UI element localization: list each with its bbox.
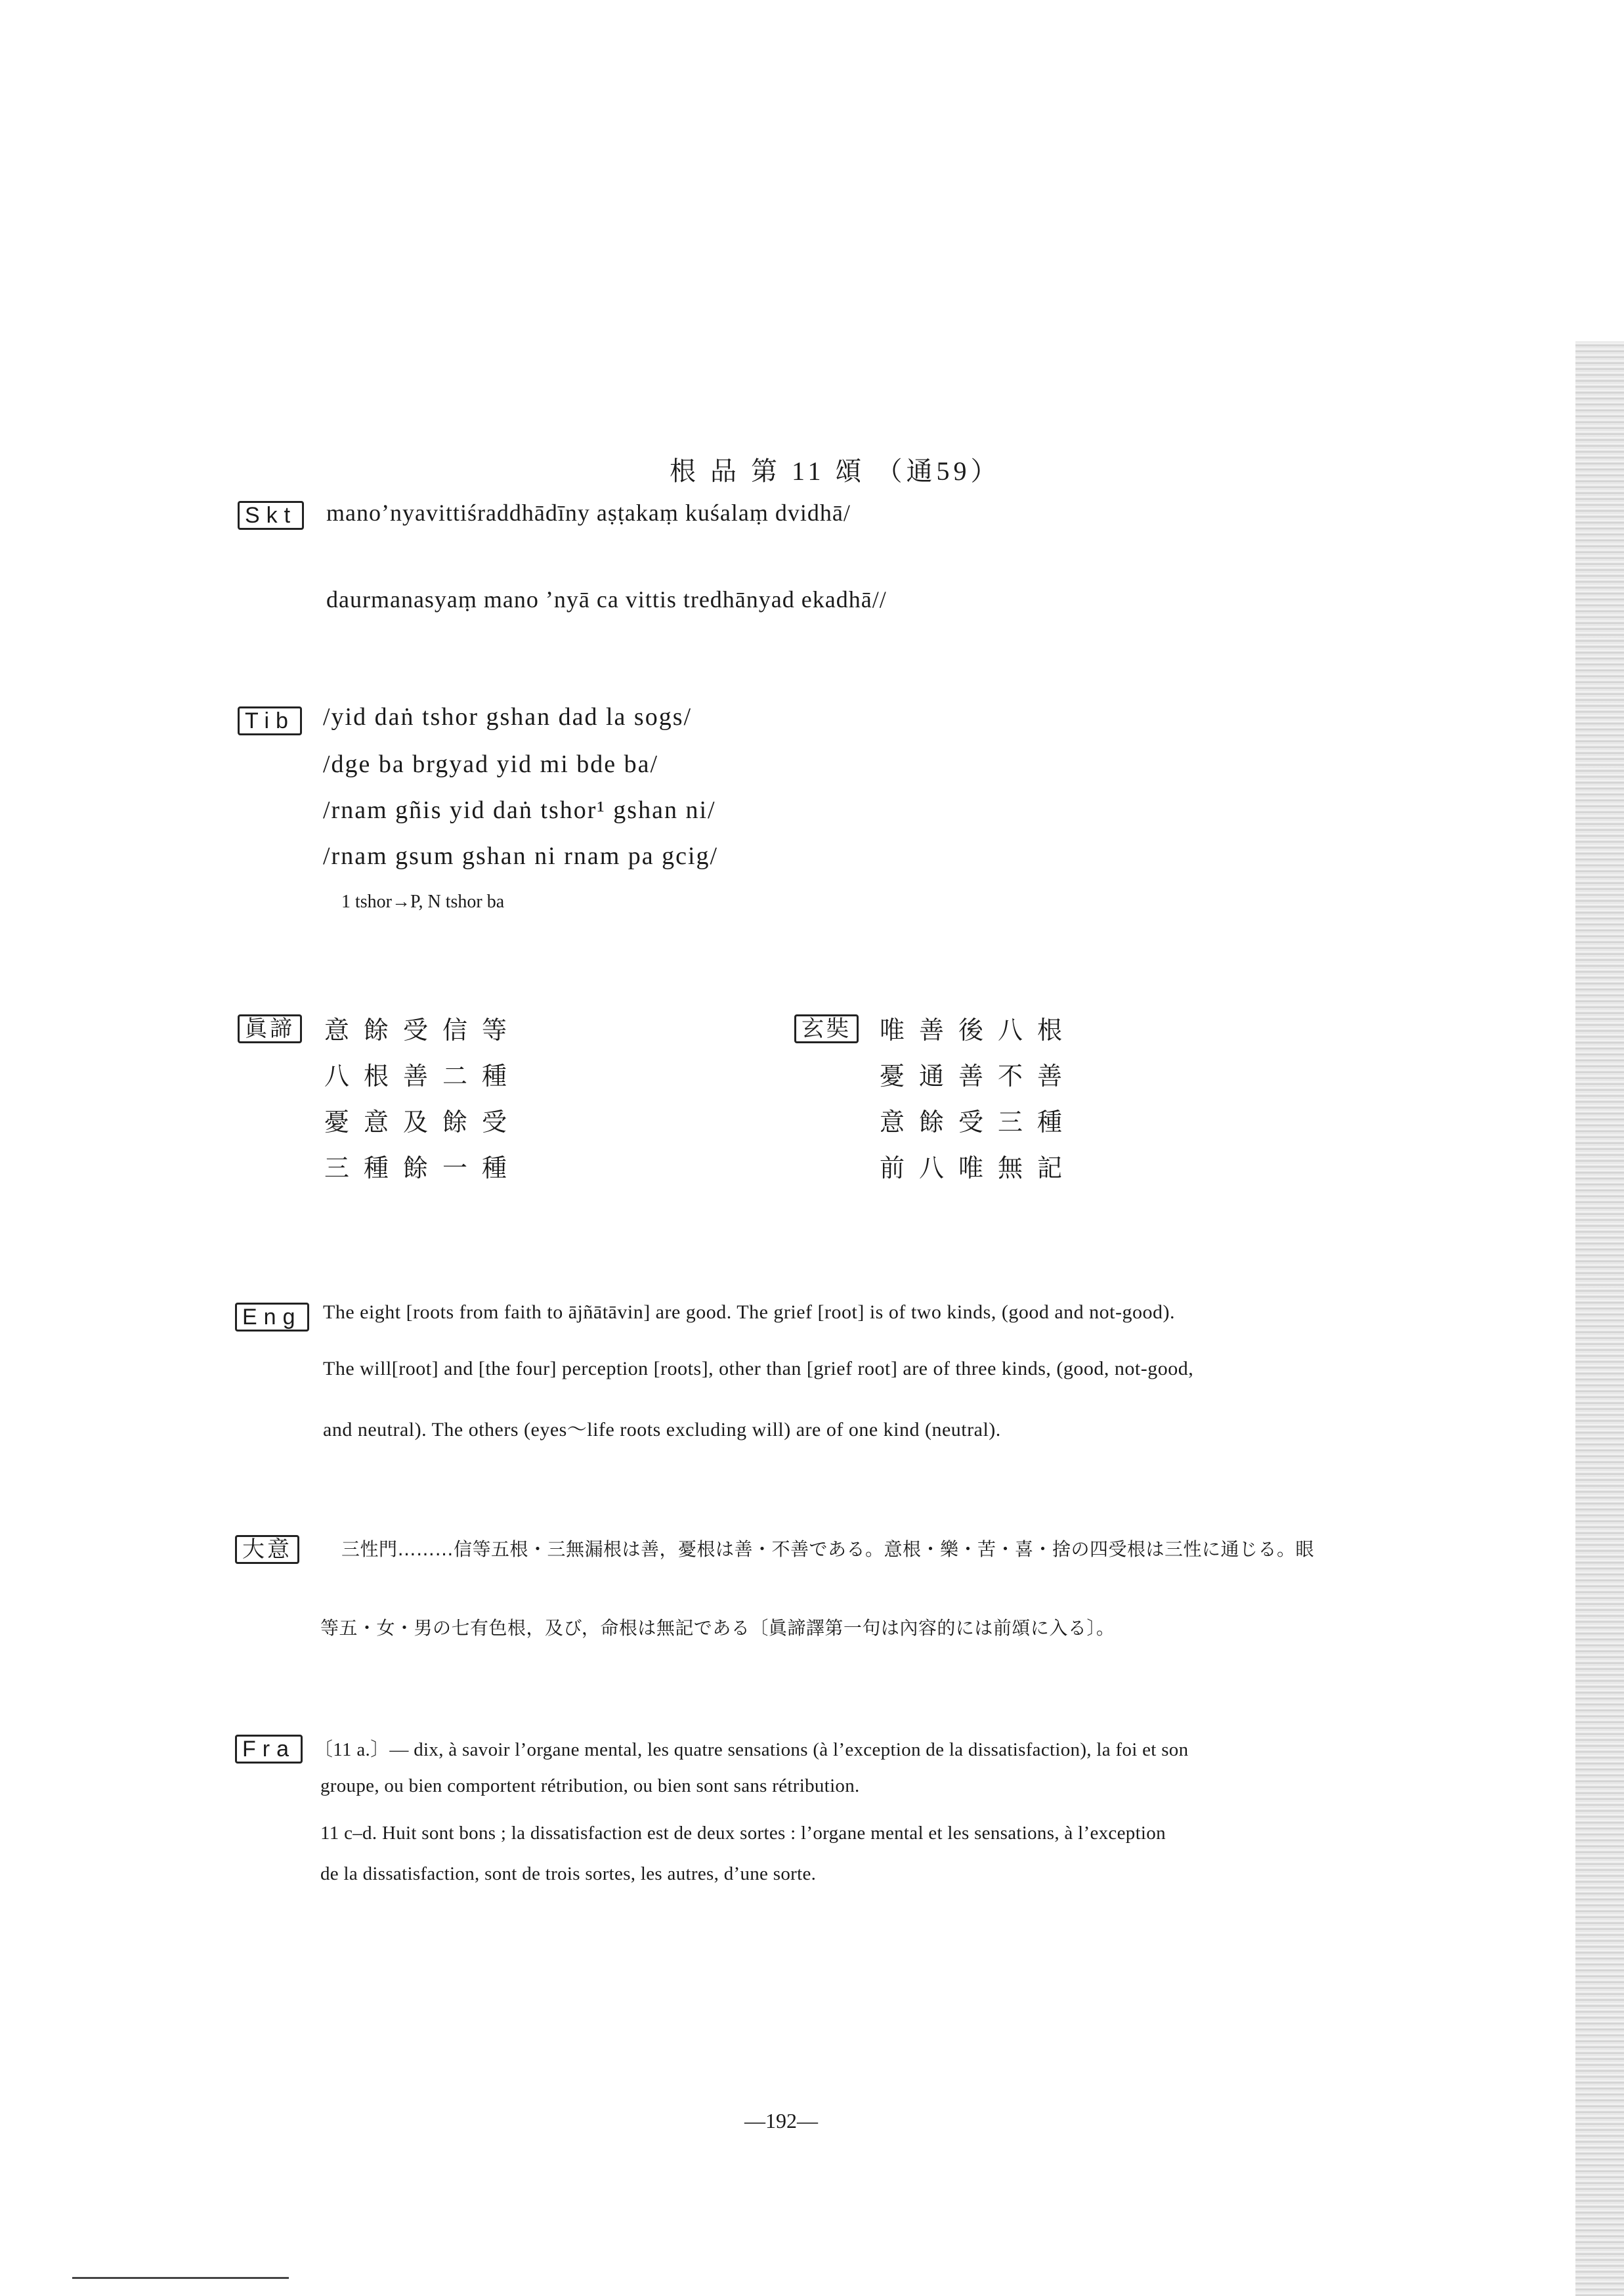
zhen-line-4: 三種餘一種	[324, 1154, 522, 1182]
verse-heading: 根 品 第 11 頌 （通59）	[670, 456, 1001, 486]
zhen-line-1: 意餘受信等	[324, 1016, 522, 1045]
zhen-label: 眞諦	[238, 1014, 302, 1043]
xuan-line-1: 唯善後八根	[880, 1016, 1077, 1045]
dai-line-1: 三性門………信等五根・三無漏根は善，憂根は善・不善である。意根・樂・苦・喜・捨の四受根は三性に通じる。眼	[341, 1538, 1315, 1560]
tib-line-2: /dge ba brgyad yid mi bde ba/	[323, 750, 659, 778]
eng-line-3: and neutral). The others (eyes～life roots excluding will) are of one kind (neutral).	[323, 1419, 1001, 1440]
xuan-label: 玄奘	[794, 1014, 859, 1043]
zhen-line-2: 八根善二種	[324, 1062, 522, 1091]
xuan-line-2: 憂通善不善	[880, 1062, 1077, 1091]
zhen-line-3: 憂意及餘受	[324, 1108, 522, 1137]
tib-line-1: /yid daṅ tshor gshan dad la sogs/	[323, 703, 693, 731]
fra-label: Fra	[235, 1735, 303, 1764]
tib-footnote: 1 tshor→P, N tshor ba	[341, 892, 505, 912]
page-number: —192—	[744, 2109, 818, 2133]
skt-line-1: mano’nyavittiśraddhādīny aṣṭakaṃ kuśalaṃ dvidhā/	[326, 500, 851, 526]
fra-line-2: groupe, ou bien comportent rétribution, ou bien sont sans rétribution.	[320, 1775, 860, 1796]
bottom-rule	[72, 2277, 289, 2279]
xuan-line-4: 前八唯無記	[880, 1154, 1077, 1182]
tib-line-3: /rnam gñis yid daṅ tshor¹ gshan ni/	[323, 796, 716, 824]
dai-line-2: 等五・女・男の七有色根，及び，命根は無記である〔眞諦譯第一句は內容的には前頌に入る〕。	[320, 1617, 1115, 1639]
tib-line-4: /rnam gsum gshan ni rnam pa gcig/	[323, 842, 719, 870]
fra-line-4: de la dissatisfaction, sont de trois sortes, les autres, d’une sorte.	[320, 1863, 817, 1884]
eng-line-1: The eight [roots from faith to ājñātāvin] are good. The grief [root] is of two kinds, (good and not-good).	[323, 1301, 1175, 1323]
scan-edge-shadow	[1575, 341, 1624, 2296]
fra-line-3: 11 c–d. Huit sont bons ; la dissatisfaction est de deux sortes : l’organe mental et les sensations, à l’exception	[320, 1823, 1166, 1844]
tib-label: Tib	[238, 706, 302, 735]
xuan-line-3: 意餘受三種	[880, 1108, 1077, 1137]
dai-label: 大意	[235, 1535, 299, 1564]
skt-line-2: daurmanasyaṃ mano ’nyā ca vittis tredhānyad ekadhā//	[326, 586, 887, 613]
skt-label: Skt	[238, 501, 304, 530]
fra-line-1: 〔11 a.〕— dix, à savoir l’organe mental, les quatre sensations (à l’exception de la dissatisfaction), la foi et son	[314, 1739, 1189, 1760]
eng-line-2: The will[root] and [the four] perception [roots], other than [grief root] are of three kinds, (good, not-good,	[323, 1358, 1194, 1379]
eng-label: Eng	[235, 1303, 309, 1332]
